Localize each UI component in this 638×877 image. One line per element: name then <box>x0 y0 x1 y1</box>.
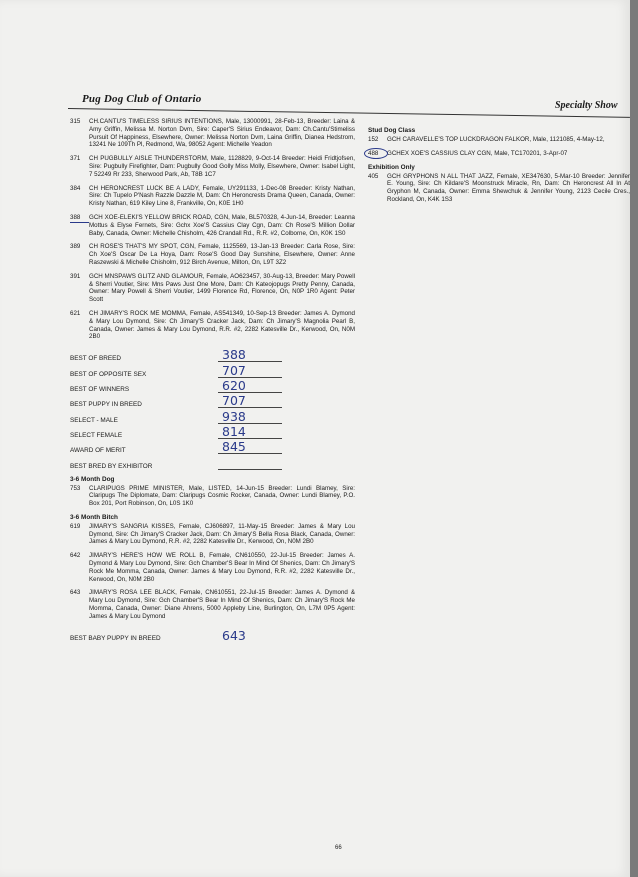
award-value <box>218 469 282 470</box>
award-label: SELECT - MALE <box>70 416 118 424</box>
catalog-entry <box>70 273 355 304</box>
entry-number: 315 <box>70 118 81 125</box>
entry-number: 753 <box>70 484 81 492</box>
entry-number: 384 <box>70 184 81 192</box>
award-value: 814 <box>218 426 282 439</box>
award-label: BEST OF WINNERS <box>70 386 130 394</box>
entry-details: JIMARY'S ROSA LEE BLACK, Female, CN610551, 22-Jul-15 Breeder: James A. Dymond & Mary Lou Dymond, Sire: Gch Chamber'S Bear In Mind Of Shenics, Dam: Ch Jimary'S Rock Me Momma, Canada, Owner: Diane Ahrens, 5000 Appleby Line, Burlington, On, L7M 0P5 Agent: James & Mary Lou Dymond <box>89 589 355 620</box>
award-value: 620 <box>218 380 282 393</box>
entry-number: 152 <box>368 136 379 143</box>
award-row <box>70 408 355 423</box>
catalog-entry <box>70 485 355 508</box>
catalog-entry <box>70 185 355 208</box>
right-column <box>368 123 630 210</box>
entry-details: JIMARY'S HERE'S HOW WE ROLL B, Female, CN610550, 22-Jul-15 Breeder: James A. Dymond & Mary Lou Dymond, Sire: Gch Chamber'S Bear In Mind Of Shenics, Dam: Ch Jimary'S Rock Me Momma, Canada, Owner: James & Mary Lou Dymond, R.R. #2, 2282 Katesville Dr., Kerwood, On, N0M 2B0 <box>89 552 355 583</box>
stud-entry-list <box>368 136 630 158</box>
header-rule <box>68 108 630 118</box>
entry-details: GCH CARAVELLE'S TOP LUCKDRAGON FALKOR, Male, 1121085, 4-May-12, <box>387 136 605 143</box>
catalog-entry <box>70 552 355 583</box>
catalog-entry <box>70 243 355 266</box>
catalog-entry <box>70 118 355 149</box>
entry-number: 643 <box>70 589 81 597</box>
class-heading: 3-6 Month Dog <box>70 475 115 483</box>
entry-number: 642 <box>70 552 81 560</box>
entry-details: CH HERONCREST LUCK BE A LADY, Female, UY291133, 1-Dec-08 Breeder: Kristy Nathan, Sire: Ch Tupelo P'Nash Razzle Dazzle M, Dam: Ch Heroncrests Drama Queen, Canada, Owner: Kristy Nathan, 619 Kiley Line 8, Frankville, On, K0E 1H0 <box>89 184 355 208</box>
club-header: Pug Dog Club of Ontario <box>82 93 202 105</box>
award-row <box>70 362 355 377</box>
award-value: 938 <box>218 411 282 424</box>
award-value: 845 <box>218 441 282 454</box>
entry-list <box>70 118 355 341</box>
entry-details: GCH GRYPHONS N ALL THAT JAZZ, Female, XE347630, 5-Mar-10 Breeder: Jennifer E. Young, Sire: Ch Kildare'S Moonstruck Miracle, Rn, Dam: Ch Heroncrest All In At Gryphon M, Canada, Owner: Emma Shewchuk & Jennifer Young, 2123 Cecile Cres., Rockland, On, K4K 1S3 <box>387 172 630 203</box>
entry-number: 619 <box>70 522 81 530</box>
award-value: 388 <box>218 349 282 362</box>
award-row-best-baby-puppy <box>70 627 355 642</box>
entry-details: GCH MNSPAWS GLITZ AND GLAMOUR, Female, AO623457, 30-Aug-13, Breeder: Mary Powell & Sherri Voutier, Sire: Mns Paws Just One More, Dam: Ch Kateojopugs Pretty Penny, Canada, Owner: Mary Powell & Sherri Voutier, 1499 Florence Rd, Florence, On, N0P 1R0 Agent: Peter Scott <box>89 272 355 304</box>
award-row <box>70 424 355 439</box>
entry-number: 389 <box>70 243 81 251</box>
award-row <box>70 439 355 454</box>
catalog-entry <box>70 155 355 178</box>
catalog-entry <box>70 523 355 546</box>
award-label: SELECT FEMALE <box>70 431 123 439</box>
entry-number: 621 <box>70 309 81 317</box>
catalog-entry <box>368 173 630 204</box>
catalog-entry <box>70 214 355 237</box>
award-row <box>70 393 355 408</box>
award-label: BEST PUPPY IN BREED <box>70 401 142 409</box>
entry-number: 388 <box>70 214 89 223</box>
entry-number: 405 <box>368 172 379 180</box>
page-number: 66 <box>335 845 342 851</box>
entry-details: CH ROSE'S THAT'S MY SPOT, CGN, Female, 1125569, 13-Jan-13 Breeder: Carla Rose, Sire: Ch Xoe'S Oscar De La Hoya, Dam: Rose'S Good Day Sunshine, Elsewhere, Owner: Anne Raszewski & Michelle Chisholm, 912 Birch Avenue, Milton, On, L9T 3Z2 <box>89 243 355 266</box>
award-label: BEST BABY PUPPY IN BREED <box>70 634 161 642</box>
catalog-entry <box>70 310 355 341</box>
entry-details: CH JIMARY'S ROCK ME MOMMA, Female, AS541349, 10-Sep-13 Breeder: James A. Dymond & Mary Lou Dymond, Sire: Ch Jimary'S Cracker Jack, Dam: Ch Jimary'S Magnolia Pearl B, Canada, Owner: James & Mary Lou Dymond, R.R. #2, 2282 Katesville Dr., Kerwood, On, N0M 2B0 <box>89 309 355 341</box>
exhibition-heading: Exhibition Only <box>368 163 415 171</box>
entry-details: CH.CANTU'S TIMELESS SIRIUS INTENTIONS, Male, 13000991, 28-Feb-13, Breeder: Laina & Amy Griffin, Melissa M. Norton Dvm, Sire: Caper'S Sirius Endeavor, Dam: Ch.Cantu'Stimeliss Pursuit Of Happiness, Elsewhere, Owner: Melissa Norton Dvm, Laina Griffin, Dianea Hedstrom, 13241 Ne 109Th Pl, Redmond, Wa, 98052 Agent: Michelle Yeadon <box>89 118 355 149</box>
class-sections <box>70 476 355 621</box>
entry-details: JIMARY'S SANGRIA KISSES, Female, CJ606897, 11-May-15 Breeder: James & Mary Lou Dymond, Sire: Ch Jimary'S Cracker Jack, Dam: Ch Jimary'S Bella Rosa Black, Canada, Owner: James & Mary Lou Dymond, R.R. #2, 2282 Katesville Dr., Kerwood, On, N0M 2B0 <box>89 522 355 546</box>
award-label: BEST OF OPPOSITE SEX <box>70 370 147 378</box>
entry-details: GCH XOE-ELEKI'S YELLOW BRICK ROAD, CGN, Male, BL570328, 4-Jun-14, Breeder: Leanna Mottus & Elyse Fernets, Sire: Gchx Xoe'S Cassius Clay Cgn, Dam: Ch Rose'S Million Dollar Baby, Canada, Owner: Michelle Chisholm, 426 Crandall Rd., R.R. #2, Colborne, On, K0K 1S0 <box>89 213 355 237</box>
catalog-entry <box>368 150 630 158</box>
exhibition-entry-list <box>368 173 630 204</box>
entry-number: 371 <box>70 155 81 163</box>
awards-list <box>70 347 355 469</box>
catalog-entry <box>70 589 355 620</box>
catalog-entry <box>368 136 630 144</box>
award-label: AWARD OF MERIT <box>70 447 126 455</box>
award-label: BEST OF BREED <box>70 355 122 363</box>
stud-dog-heading: Stud Dog Class <box>368 127 416 134</box>
entry-number: 391 <box>70 272 81 280</box>
class-heading: 3-6 Month Bitch <box>70 513 118 521</box>
entry-number: 488 <box>368 150 387 158</box>
show-header: Specialty Show <box>555 100 618 111</box>
award-row <box>70 347 355 362</box>
award-value: 643 <box>222 627 246 643</box>
entry-details: GCHEX XOE'S CASSIUS CLAY CGN, Male, TC170201, 3-Apr-07 <box>387 149 568 157</box>
left-column <box>70 118 355 642</box>
entry-details: CH PUGBULLY AISLE THUNDERSTORM, Male, 1128829, 9-Oct-14 Breeder: Heidi Fridtjofsen, Sire: Pugbully Firefighter, Dam: Pugbully Good Golly Miss Molly, Elsewhere, Owner: Isabel Light, 7 52249 Rr 233, Sherwood Park, Ab, T8B 1C7 <box>89 155 355 178</box>
award-value: 707 <box>218 365 282 378</box>
award-value: 707 <box>218 395 282 408</box>
entry-details: CLARIPUGS PRIME MINISTER, Male, LISTED, 14-Jun-15 Breeder: Lundi Blamey, Sire: Claripugs The Diplomate, Dam: Claripugs Cosmic Rocker, Canada, Owner: Lundi Blamey, P.O. Box 201, Port Robinson, On, L0S 1K0 <box>89 484 355 508</box>
award-row <box>70 454 355 469</box>
award-label: BEST BRED BY EXHIBITOR <box>70 462 153 470</box>
award-row <box>70 378 355 393</box>
